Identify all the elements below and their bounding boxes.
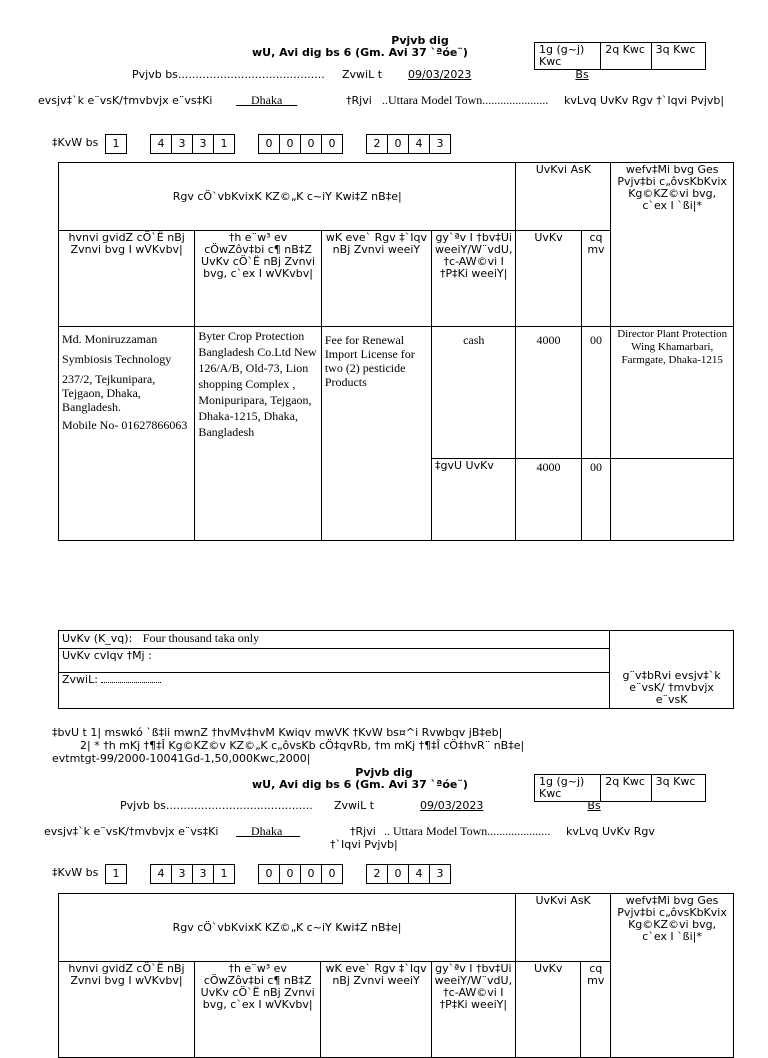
total-taka: 4000 bbox=[516, 459, 581, 541]
header-deposit-info: Rgv cÖ`vbKvixK KZ©„K c~iY Kwi‡Z nB‡e| bbox=[59, 163, 516, 231]
code-digit: 1 bbox=[105, 134, 127, 154]
copy-boxes bbox=[534, 42, 706, 70]
treasury-label: kvLvq UvKv Rgv †`Iqvi Pvjvb| bbox=[564, 94, 725, 107]
total-paisa: 00 bbox=[581, 459, 611, 541]
date-value-2: 09/03/2023 Bs bbox=[420, 799, 601, 812]
total-label: ‡gvU UvKv bbox=[432, 459, 516, 541]
header-amount: UvKvi AsK bbox=[516, 163, 611, 231]
code-digit: 0 bbox=[300, 864, 322, 884]
code-digit: 0 bbox=[321, 134, 343, 154]
department-cell: Director Plant Protection Wing Khamarbari, Farmgate, Dhaka-1215 bbox=[611, 327, 734, 459]
challan-no-label: Pvjvb bs.......................................... bbox=[132, 68, 325, 81]
code-label-2: ‡KvW bs bbox=[52, 866, 99, 879]
office-value-2: Dhaka bbox=[251, 824, 283, 838]
treasury-label-2b: †`Iqvi Pvjvb| bbox=[330, 838, 398, 851]
header-on-behalf: †h e¨w³ ev cÖwZôv‡bi c¶ nB‡Z UvKv cÖ`Ë nBj Zvnvi bvg, c`ex I wVKvbv| bbox=[194, 962, 321, 1058]
code-label: ‡KvW bs bbox=[52, 136, 99, 149]
date-label: ZvwiL t bbox=[342, 68, 383, 81]
office-value: Dhaka bbox=[251, 93, 283, 107]
branch-value-2: .. Uttara Model Town..................... bbox=[384, 824, 551, 838]
code-digit: 3 bbox=[429, 134, 451, 154]
header-on-behalf: †h e¨w³ ev cÖwZôv‡bi c¶ nB‡Z UvKv cÖ`Ë nBj Zvnvi bvg, c`ex I wVKvbv| bbox=[195, 231, 322, 327]
header-amount: UvKvi AsK bbox=[516, 894, 611, 962]
instrument-cell: cash bbox=[432, 327, 516, 459]
header-department: wefv‡Mi bvg Ges Pvjv‡bi c„ôvsKbKvix Kg©KZ©vi bvg, c`ex I `ßi|* bbox=[611, 894, 734, 1058]
paisa-cell: 00 bbox=[581, 327, 611, 459]
branch-label: †Rjvi bbox=[346, 94, 372, 107]
code-digit: 4 bbox=[150, 134, 172, 154]
office-label: evsjv‡`k e¨vsK/†mvbvjx e¨vs‡Ki bbox=[38, 94, 213, 107]
code-digit: 0 bbox=[321, 864, 343, 884]
taka-cell: 4000 bbox=[516, 327, 581, 459]
header-purpose: wK eve` Rgv ‡`Iqv nBj Zvnvi weeiY bbox=[321, 231, 431, 327]
date2-row: ZvwiL: bbox=[59, 673, 610, 709]
received-row: UvKv cvIqv †Mj : bbox=[59, 649, 610, 673]
branch-label-2: †Rjvi bbox=[350, 825, 376, 838]
on-behalf-cell: Byter Crop Protection Bangladesh Co.Ltd New 126/A/B, Old-73, Lion shopping Complex , Monipuripara, Tejgaon, Dhaka-1215, Dhaka, Bangladesh bbox=[195, 327, 322, 541]
copy-box-1: 1g (g~j) Kwc bbox=[535, 775, 601, 801]
header-taka: UvKv bbox=[516, 231, 581, 327]
branch-value: ..Uttara Model Town...................... bbox=[382, 93, 549, 107]
code-digit: 4 bbox=[408, 864, 430, 884]
challan-table bbox=[58, 162, 734, 541]
header-depositor: hvnvi gvidZ cÖ`Ë nBj Zvnvi bvg I wVKvbv| bbox=[59, 231, 195, 327]
copy-box-3: 3q Kwc bbox=[655, 775, 696, 788]
code-digit: 0 bbox=[258, 134, 280, 154]
code-digit: 0 bbox=[279, 134, 301, 154]
in-words-row: UvKv (K_vq): Four thousand taka only bbox=[59, 631, 610, 649]
code-digit: 4 bbox=[408, 134, 430, 154]
copy-boxes-2 bbox=[534, 774, 706, 802]
note-2: 2| * †h mKj †¶‡Î Kg©KZ©v KZ©„K c„ôvsKb cÖ‡qvRb, †m mKj †¶‡Î cÖ‡hvR¨ nB‡e| bbox=[80, 739, 525, 752]
copy-box-1: 1g (g~j) Kwc bbox=[535, 43, 601, 69]
code-digit: 4 bbox=[150, 864, 172, 884]
depositor-cell: Md. Moniruzzaman Symbiosis Technology 237/2, Tejkunipara, Tejgaon, Dhaka, Bangladesh. Mobile No- 01627866063 bbox=[59, 327, 195, 541]
note-1: ‡bvU t 1| mswkó `ß‡ii mwnZ †hvMv‡hvM Kwiqv mwVK †KvW bs¤^i Rvwbqv jB‡eb| bbox=[52, 726, 503, 739]
note-3: evtmtgt-99/2000-10041Gd-1,50,000Kwc,2000| bbox=[52, 752, 311, 765]
manager-signature: g¨v‡bRvi evsjv‡`k e¨vsK/ †mvbvjx e¨vsK bbox=[610, 631, 734, 709]
amount-words-table bbox=[58, 630, 734, 709]
code-digit: 3 bbox=[192, 134, 214, 154]
code-digit: 0 bbox=[279, 864, 301, 884]
header-purpose: wK eve` Rgv ‡`Iqv nBj Zvnvi weeiY bbox=[321, 962, 431, 1058]
code-digit: 3 bbox=[429, 864, 451, 884]
copy-box-2: 2q Kwc bbox=[601, 775, 651, 801]
header-department: wefv‡Mi bvg Ges Pvjv‡bi c„ôvsKbKvix Kg©KZ©vi bvg, c`ex I `ßi|* bbox=[611, 163, 734, 327]
code-digit: 0 bbox=[387, 134, 409, 154]
header-instrument: gy`ªv I †bv‡Ui weeiY/W¨vdU, †c-AW©vi I †P‡Ki weeiY| bbox=[431, 962, 515, 1058]
code-digit: 3 bbox=[171, 134, 193, 154]
code-digit: 2 bbox=[366, 864, 388, 884]
treasury-label-2: kvLvq UvKv Rgv bbox=[566, 825, 655, 838]
form-subtitle-2: wU, Avi dig bs 6 (Gm. Avi 37 `ªóe¨) bbox=[252, 778, 468, 791]
header-paisa: cq mv bbox=[581, 231, 611, 327]
code-digit: 1 bbox=[105, 864, 127, 884]
code-digit: 1 bbox=[213, 864, 235, 884]
header-taka: UvKv bbox=[516, 962, 581, 1058]
code-digits-2 bbox=[106, 864, 461, 884]
date-label-2: ZvwiL t bbox=[334, 799, 375, 812]
code-digit: 3 bbox=[192, 864, 214, 884]
office-label-2: evsjv‡`k e¨vsK/†mvbvjx e¨vs‡Ki bbox=[44, 825, 219, 838]
code-digit: 0 bbox=[300, 134, 322, 154]
copy-box-3: 3q Kwc bbox=[655, 43, 696, 56]
code-digit: 0 bbox=[258, 864, 280, 884]
form-title: Pvjvb dig bbox=[391, 34, 449, 47]
form-title-2: Pvjvb dig bbox=[355, 766, 413, 779]
code-digit: 1 bbox=[213, 134, 235, 154]
code-digit: 2 bbox=[366, 134, 388, 154]
code-digit: 3 bbox=[171, 864, 193, 884]
header-depositor: hvnvi gvidZ cÖ`Ë nBj Zvnvi bvg I wVKvbv| bbox=[59, 962, 195, 1058]
header-instrument: gy`ªv I †bv‡Ui weeiY/W¨vdU, †c-AW©vi I †P‡Ki weeiY| bbox=[432, 231, 516, 327]
code-digits bbox=[106, 134, 461, 154]
form-subtitle: wU, Avi dig bs 6 (Gm. Avi 37 `ªóe¨) bbox=[252, 46, 468, 59]
header-deposit-info: Rgv cÖ`vbKvixK KZ©„K c~iY Kwi‡Z nB‡e| bbox=[59, 894, 516, 962]
copy-box-2: 2q Kwc bbox=[601, 43, 651, 69]
challan-table-2 bbox=[58, 893, 734, 1058]
purpose-cell: Fee for Renewal Import License for two (2) pesticide Products bbox=[321, 327, 431, 541]
challan-no-label-2: Pvjvb bs.......................................... bbox=[120, 799, 313, 812]
header-paisa: cq mv bbox=[581, 962, 611, 1058]
code-digit: 0 bbox=[387, 864, 409, 884]
date-value: 09/03/2023 Bs bbox=[408, 68, 589, 81]
